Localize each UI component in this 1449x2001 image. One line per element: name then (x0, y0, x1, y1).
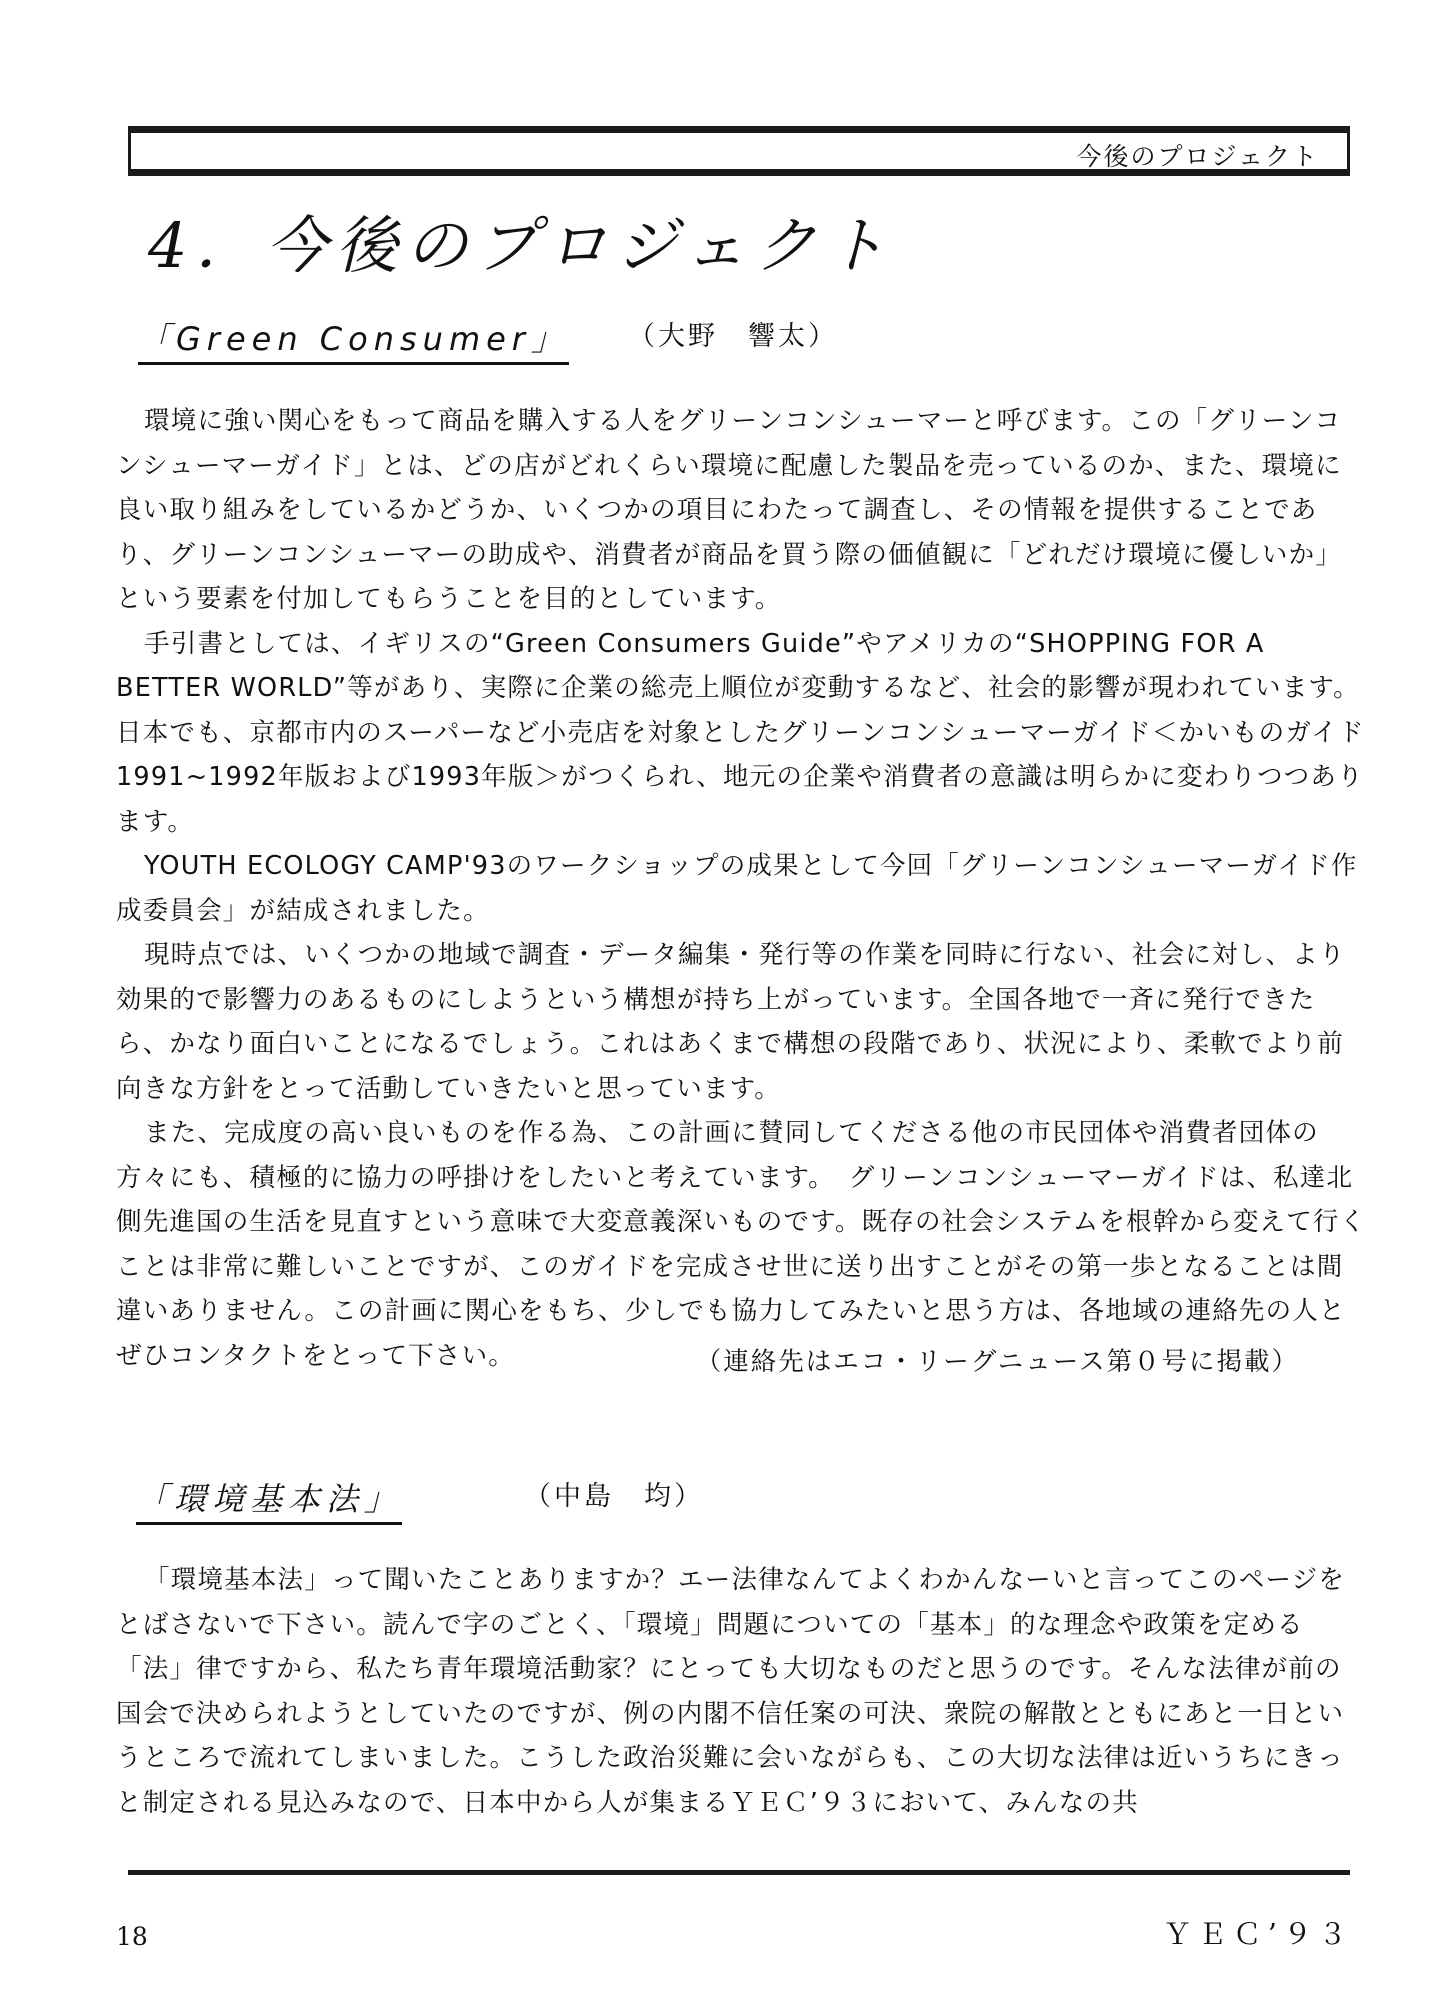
page-number: 18 (116, 1922, 148, 1951)
paragraph: また、完成度の高い良いものを作る為、この計画に賛同してくださる他の市民団体や消費者団体の方々にも、積極的に協力の呼掛けをしたいと考えています。 グリーンコンシューマーガイドは、私達北側先進国の生活を見直すという意味で大変意義深いものです。既存の社会システムを根幹から変えて行くことは非常に難しいことですが、このガイドを完成させ世に送り出すことがその第一歩となることは間違いありません。この計画に関心をもち、少しでも協力してみたいと思う方は、各地域の連絡先の人とぜひコンタクトをとって下さい。 (116, 1118, 1367, 1371)
section-body-green-consumer (116, 399, 1368, 1378)
section-author-green-consumer: （大野 響太） (628, 321, 838, 352)
running-header (128, 126, 1350, 176)
footer-rule (128, 1870, 1350, 1875)
running-header-label: 今後のプロジェクト (1076, 142, 1319, 171)
section-title-green-consumer: 「Green Consumer」 (138, 314, 569, 365)
paragraph: 手引書としては、イギリスの“Green Consumers Guide”やアメリカの“SHOPPING FOR A BETTER WORLD”等があり、実際に企業の総売上順位が変動するなど、社会的影響が現われています。日本でも、京都市内のスーパーなど小売店を対象としたグリーンコンシューマーガイド＜かいものガイド1991~1992年版および1993年版＞がつくられ、地元の企業や消費者の意識は明らかに変わりつつあります。 (116, 628, 1365, 837)
paragraph: 環境に強い関心をもって商品を購入する人をグリーンコンシューマーと呼びます。この「グリーンコンシューマーガイド」とは、どの店がどれくらい環境に配慮した製品を売っているのか、また、環境に良い取り組みをしているかどうか、いくつかの項目にわたって調査し、その情報を提供することであり、グリーンコンシューマーの助成や、消費者が商品を買う際の価値観に「どれだけ環境に優しいか」という要素を付加してもらうことを目的としています。 (116, 406, 1343, 614)
footer-brand: ＹＥＣ’９３ (1162, 1917, 1353, 1951)
paragraph: YOUTH ECOLOGY CAMP'93のワークショップの成果として今回「グリーンコンシューマーガイド作成委員会」が結成されました。 (116, 851, 1358, 926)
paragraph: 「環境基本法」って聞いたことありますか？エー法律なんてよくわかんなーいと言ってこのページをとばさないで下さい。読んで字のごとく、「環境」問題についての「基本」的な理念や政策を定める「法」律ですから、私たち青年環境活動家？にとっても大切なものだと思うのです。そんな法律が前の国会で決められようとしていたのですが、例の内閣不信任案の可決、衆院の解散とともにあと一日というところで流れてしまいました。こうした政治災難に会いながらも、この大切な法律は近いうちにきっと制定される見込みなので、日本中から人が集まるＹＥＣ’９３において、みんなの共 (116, 1565, 1346, 1818)
paragraph: 現時点では、いくつかの地域で調査・データ編集・発行等の作業を同時に行ない、社会に対し、より効果的で影響力のあるものにしようという構想が持ち上がっています。全国各地で一斉に発行できたら、かなり面白いことになるでしょう。これはあくまで構想の段階であり、状況により、柔軟でより前向きな方針をとって活動していきたいと思っています。 (116, 940, 1346, 1104)
contact-note: （連絡先はエコ・リーグニュース第０号に掲載） (695, 1347, 1299, 1377)
section-body-environment-law (116, 1558, 1368, 1825)
section-title-environment-law: 「環境基本法」 (136, 1474, 402, 1525)
page-title: 4．今後のプロジェクト (148, 209, 895, 282)
section-author-environment-law: （中島 均） (524, 1481, 704, 1512)
